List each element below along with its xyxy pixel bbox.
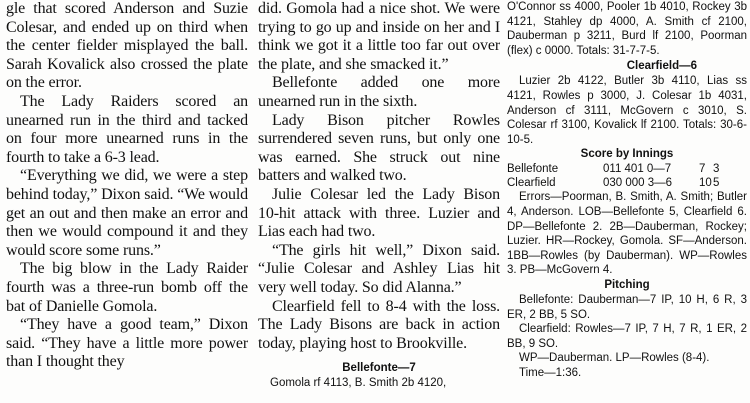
team-name: Bellefonte [507,163,559,176]
article-paragraph: gle that scored Anderson and Suzie Colesar, and ended up on third when the center fielder misplayed the ball. Sarah Kovalick also crossed the plate on the error. [6,0,248,92]
score-by-innings-heading: Score by Innings [580,148,674,161]
article-paragraph: Julie Colesar led the Lady Bison 10-hit attack with three. Luzier and Lias each had two. [258,185,500,241]
hits-total: 3 [713,163,720,176]
article-paragraph: Clearfield fell to 8-4 with the loss. The Lady Bisons are back in action today, playing host to Brookville. [258,297,500,352]
bellefonte-heading: Bellefonte—7 [342,362,416,375]
line-score-row [507,176,747,190]
pitching-heading: Pitching [604,278,650,291]
clearfield-lineup: Luzier 2b 4122, Butler 3b 4110, Lias ss 4121, Rowles p 3000, J. Colesar 1b 4031, Anderson cf 3111, McGovern c 3010, S. Colesar rf 3100, Kovalick lf 2100. Totals: 30-6-10-5. [507,75,747,146]
game-summary: Errors—Poorman, B. Smith, A. Smith; Butler 4, Anderson. LOB—Bellefonte 5, Clearfield 6. DP—Bellefonte 2. 2B—Dauberman, Rockey; Luzier. HR—Rockey, Gomola. SF—Anderson. 1BB—Rowles (by Dauberman). WP—Rowles 3. PB—McGovern 4. [507,191,747,277]
box-score-column [507,0,747,380]
runs-total: 7 [699,163,706,176]
article-paragraph: did. Gomola had a nice shot. We were trying to go up and inside on her and I think we got it a little too far out over the plate, and she smacked it.” [258,0,500,73]
runs-total: 10 [699,177,712,190]
pitching-line: WP—Dauberman. LP—Rowles (8-4). [519,352,710,365]
game-time: Time—1:36. [519,366,582,379]
box-score-start [258,361,500,391]
article-paragraph: The big blow in the Lady Raider fourth was a three-run bomb off the bat of Danielle Gomola. [6,260,248,315]
article-paragraph: “They have a good team,” Dixon said. “They have a little more power than I thought they [6,316,248,371]
pitching-line: Clearfield: Rowles—7 IP, 7 H, 7 R, 1 ER, 2 BB, 9 SO. [507,323,747,350]
innings-runs: 011 401 0—7 [603,163,672,176]
article-paragraph: “Everything we did, we were a step behind today,” Dixon said. “We would get an out and then make an error and then we would compound it and they would score some runs.” [6,167,248,259]
article-paragraph: The Lady Raiders scored an unearned run in the third and tacked on four more unearned runs in the fourth to take a 6-3 lead. [6,92,248,166]
team-name: Clearfield [507,177,556,190]
article-body [258,0,500,353]
bellefonte-lineup-start: Gomola rf 4113, B. Smith 2b 4120, [270,377,447,390]
line-score [507,162,747,190]
bellefonte-lineup: O'Connor ss 4000, Pooler 1b 4010, Rockey 3b 4121, Stahley dp 4000, A. Smith cf 2100, Dauberman p 3211, Burd lf 2100, Poorman (flex) c 0000. Totals: 31-7-7-5. [507,1,747,57]
hits-total: 5 [713,177,720,190]
clearfield-heading: Clearfield—6 [626,60,697,73]
pitching-line: Bellefonte: Dauberman—7 IP, 10 H, 6 R, 3 ER, 2 BB, 5 SO. [507,293,747,321]
article-column-2 [258,0,500,391]
article-paragraph: “The girls hit well,” Dixon said. “Julie Colesar and Ashley Lias hit very well today. So did Alanna.” [258,241,500,296]
article-paragraph: Bellefonte added one more unearned run in the sixth. [258,74,500,110]
innings-runs: 030 000 3—6 [603,177,673,190]
article-column-1 [6,0,248,372]
line-score-row [507,162,747,176]
article-paragraph: Lady Bison pitcher Rowles surrendered seven runs, but only one was earned. She struck out nine batters and walked two. [258,111,500,185]
